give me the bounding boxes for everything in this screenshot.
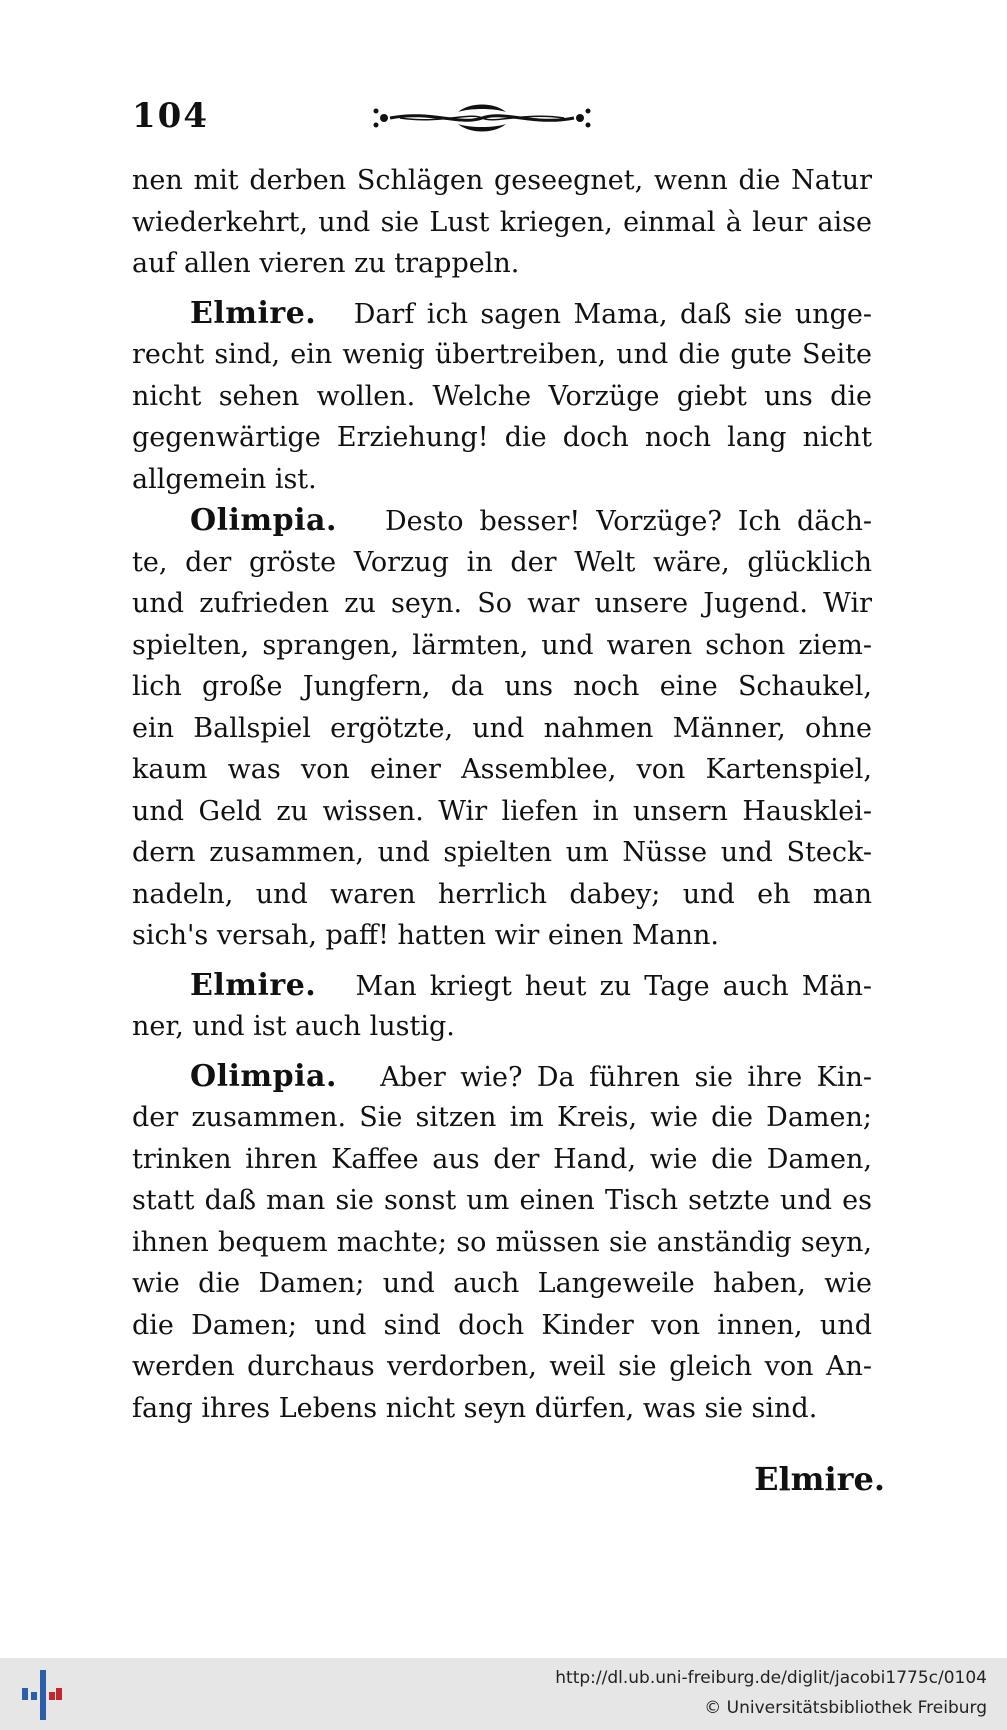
text-line: der zusammen. Sie sitzen im Kreis, wie die Damen;	[132, 1102, 872, 1133]
page-header	[132, 96, 892, 146]
text-line: allgemein ist.	[132, 463, 317, 495]
speaker-name: Olimpia.	[190, 1058, 337, 1094]
page-number: 104	[132, 96, 209, 136]
footer-bar	[0, 1658, 1007, 1730]
text-line: lich große Jungfern, da uns noch eine Schaukel,	[132, 671, 872, 702]
copyright-text: © Universitätsbibliothek Freiburg	[704, 1698, 987, 1718]
text-fragment: Darf ich sagen Mama, daß sie unge-	[353, 298, 872, 330]
text-line: wie die Damen; und auch Langeweile haben, wie	[132, 1268, 872, 1299]
text-line: werden durchaus verdorben, weil sie gleich von An-	[132, 1351, 872, 1382]
text-line: ein Ballspiel ergötzte, und nahmen Männer, ohne	[132, 712, 872, 744]
text-line: nicht sehen wollen. Welche Vorzüge giebt uns die	[132, 380, 872, 412]
text-line: die Damen; und sind doch Kinder von innen, und	[132, 1309, 872, 1341]
text-line: nadeln, und waren herrlich dabey; und eh man	[132, 878, 872, 910]
text-line: recht sind, ein wenig übertreiben, und die gute Seite	[132, 339, 872, 370]
text-fragment: Aber wie? Da führen sie ihre Kin-	[380, 1061, 872, 1093]
text-line: ner, und ist auch lustig.	[132, 1011, 455, 1042]
text-line: trinken ihren Kaffee aus der Hand, wie die Damen,	[132, 1143, 872, 1175]
text-line: fang ihres Lebens nicht seyn dürfen, was sie sind.	[132, 1392, 818, 1424]
text-line: te, der gröste Vorzug in der Welt wäre, glücklich	[132, 546, 872, 578]
text-line: und Geld zu wissen. Wir liefen in unsern Hausklei-	[132, 795, 872, 827]
text-line: kaum was von einer Assemblee, von Kartenspiel,	[132, 754, 872, 785]
catchword: Elmire.	[754, 1460, 885, 1498]
speaker-name: Elmire.	[190, 967, 317, 1003]
text-fragment: Man kriegt heut zu Tage auch Män-	[355, 970, 872, 1002]
speech-line	[132, 965, 872, 1007]
text-line: spielten, sprangen, lärmten, und waren schon ziem-	[132, 629, 872, 661]
text-line: statt daß man sie sonst um einen Tisch setzte und es	[132, 1185, 872, 1216]
text-line: gegenwärtige Erziehung! die doch noch lang nicht	[132, 422, 872, 453]
speaker-name: Olimpia.	[190, 503, 337, 538]
speech-line	[132, 500, 872, 542]
permalink-link[interactable]: http://dl.ub.uni-freiburg.de/diglit/jacobi1775c/0104	[555, 1668, 987, 1688]
text-line: auf allen vieren zu trappeln.	[132, 248, 520, 279]
text-fragment: Desto besser! Vorzüge? Ich däch-	[384, 506, 872, 537]
library-logo-icon	[22, 1670, 62, 1720]
speech-line	[132, 293, 872, 335]
text-line: und zufrieden zu seyn. So war unsere Jugend. Wir	[132, 588, 872, 619]
text-line: dern zusammen, und spielten um Nüsse und Steck-	[132, 837, 872, 868]
text-line: sich's versah, paff! hatten wir einen Mann.	[132, 920, 719, 951]
speech-line	[132, 1056, 872, 1098]
speaker-name: Elmire.	[190, 295, 317, 331]
body-text	[132, 160, 872, 1429]
text-line: wiederkehrt, und sie Lust kriegen, einmal à leur aise	[132, 206, 872, 238]
text-line: nen mit derben Schlägen geseegnet, wenn die Natur	[132, 165, 872, 196]
ornament-icon	[370, 100, 594, 136]
text-line: ihnen bequem machte; so müssen sie anständig seyn,	[132, 1226, 872, 1258]
